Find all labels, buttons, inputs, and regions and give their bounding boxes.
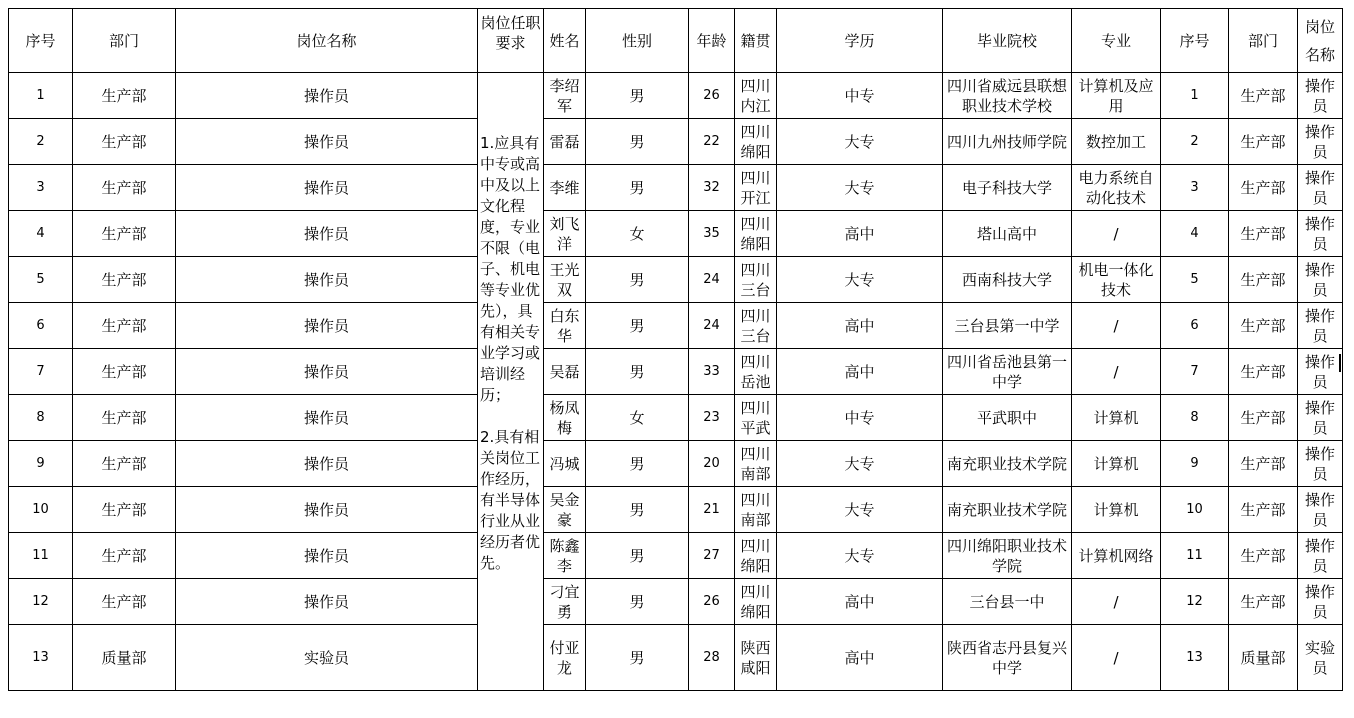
origin-cell: 陕西咸阳 [735,625,777,691]
major-cell: 计算机及应用 [1072,73,1161,119]
age-cell: 35 [689,211,735,257]
education-cell: 大专 [777,165,943,211]
position-cell: 操作员 [176,257,478,303]
table-row [9,395,1343,441]
row-number-cell: 13 [9,625,73,691]
origin-cell: 四川绵阳 [735,211,777,257]
header-cell: 序号 [1161,9,1229,73]
header-cell: 年龄 [689,9,735,73]
row-number-cell-2: 5 [1161,257,1229,303]
row-number-cell: 10 [9,487,73,533]
gender-cell: 男 [586,165,689,211]
table-row [9,533,1343,579]
position-cell-2: 操作员 [1298,487,1343,533]
row-number-cell: 1 [9,73,73,119]
age-cell: 24 [689,257,735,303]
position-cell-2: 操作员 [1298,73,1343,119]
department-cell-2: 生产部 [1229,303,1298,349]
school-cell: 陕西省志丹县复兴中学 [943,625,1072,691]
education-cell: 大专 [777,533,943,579]
major-cell: 电力系统自动化技术 [1072,165,1161,211]
position-cell-2: 操作员 [1298,257,1343,303]
gender-cell: 男 [586,119,689,165]
major-cell: 计算机网络 [1072,533,1161,579]
position-cell: 操作员 [176,395,478,441]
position-cell: 操作员 [176,119,478,165]
position-cell-2: 操作员 [1298,579,1343,625]
major-cell: / [1072,303,1161,349]
position-cell: 操作员 [176,533,478,579]
name-cell: 付亚龙 [544,625,586,691]
header-cell: 性别 [586,9,689,73]
table-row [9,119,1343,165]
department-cell: 生产部 [73,395,176,441]
row-number-cell-2: 4 [1161,211,1229,257]
row-number-cell-2: 10 [1161,487,1229,533]
school-cell: 南充职业技术学院 [943,487,1072,533]
department-cell-2: 生产部 [1229,211,1298,257]
requirement-part-1: 1.应具有中专或高中及以上文化程度，专业不限（电子、机电等专业优先），具有相关专业学习或培训经历； [480,134,541,404]
name-cell: 李维 [544,165,586,211]
school-cell: 电子科技大学 [943,165,1072,211]
department-cell-2: 生产部 [1229,579,1298,625]
position-cell-2: 操作员 [1298,165,1343,211]
header-row [9,9,1343,73]
gender-cell: 男 [586,487,689,533]
position-cell-2: 操作员 [1298,349,1343,395]
age-cell: 26 [689,579,735,625]
table-row [9,487,1343,533]
origin-cell: 四川绵阳 [735,579,777,625]
department-cell: 生产部 [73,487,176,533]
education-cell: 中专 [777,73,943,119]
header-cell: 序号 [9,9,73,73]
origin-cell: 四川开江 [735,165,777,211]
age-cell: 24 [689,303,735,349]
row-number-cell: 5 [9,257,73,303]
department-cell-2: 生产部 [1229,441,1298,487]
name-cell: 白东华 [544,303,586,349]
age-cell: 20 [689,441,735,487]
department-cell: 生产部 [73,165,176,211]
age-cell: 21 [689,487,735,533]
header-cell: 部门 [73,9,176,73]
table-row [9,165,1343,211]
position-cell: 实验员 [176,625,478,691]
department-cell-2: 生产部 [1229,165,1298,211]
department-cell-2: 生产部 [1229,119,1298,165]
header-cell: 岗位名称 [1298,9,1343,73]
position-cell: 操作员 [176,73,478,119]
department-cell-2: 生产部 [1229,487,1298,533]
row-number-cell: 4 [9,211,73,257]
table-row [9,441,1343,487]
header-cell: 学历 [777,9,943,73]
school-cell: 四川绵阳职业技术学院 [943,533,1072,579]
school-cell: 四川省威远县联想职业技术学校 [943,73,1072,119]
position-cell-2: 实验员 [1298,625,1343,691]
row-number-cell-2: 6 [1161,303,1229,349]
row-number-cell-2: 7 [1161,349,1229,395]
row-number-cell-2: 3 [1161,165,1229,211]
department-cell: 生产部 [73,303,176,349]
school-cell: 西南科技大学 [943,257,1072,303]
age-cell: 28 [689,625,735,691]
name-cell: 吴金豪 [544,487,586,533]
department-cell-2: 生产部 [1229,257,1298,303]
row-number-cell: 11 [9,533,73,579]
name-cell: 刁宜勇 [544,579,586,625]
department-cell: 生产部 [73,579,176,625]
department-cell: 生产部 [73,349,176,395]
education-cell: 高中 [777,625,943,691]
major-cell: / [1072,349,1161,395]
department-cell-2: 质量部 [1229,625,1298,691]
row-number-cell-2: 1 [1161,73,1229,119]
row-number-cell: 3 [9,165,73,211]
name-cell: 冯城 [544,441,586,487]
gender-cell: 男 [586,303,689,349]
table-row [9,579,1343,625]
education-cell: 大专 [777,119,943,165]
requirement-cell [478,73,544,691]
gender-cell: 男 [586,441,689,487]
table-row [9,211,1343,257]
department-cell-2: 生产部 [1229,349,1298,395]
position-cell: 操作员 [176,165,478,211]
row-number-cell-2: 9 [1161,441,1229,487]
position-cell-2: 操作员 [1298,119,1343,165]
department-cell-2: 生产部 [1229,533,1298,579]
education-cell: 高中 [777,211,943,257]
origin-cell: 四川三台 [735,257,777,303]
row-number-cell: 2 [9,119,73,165]
position-cell: 操作员 [176,303,478,349]
origin-cell: 四川三台 [735,303,777,349]
school-cell: 四川省岳池县第一中学 [943,349,1072,395]
header-cell: 部门 [1229,9,1298,73]
school-cell: 塔山高中 [943,211,1072,257]
major-cell: / [1072,579,1161,625]
table-row [9,625,1343,691]
education-cell: 中专 [777,395,943,441]
position-cell-2: 操作员 [1298,211,1343,257]
row-number-cell-2: 8 [1161,395,1229,441]
origin-cell: 四川南部 [735,487,777,533]
row-number-cell: 9 [9,441,73,487]
school-cell: 平武职中 [943,395,1072,441]
origin-cell: 四川岳池 [735,349,777,395]
name-cell: 王光双 [544,257,586,303]
major-cell: 数控加工 [1072,119,1161,165]
gender-cell: 男 [586,579,689,625]
position-cell: 操作员 [176,441,478,487]
origin-cell: 四川平武 [735,395,777,441]
major-cell: 计算机 [1072,487,1161,533]
position-cell-2: 操作员 [1298,441,1343,487]
position-cell-2: 操作员 [1298,303,1343,349]
gender-cell: 女 [586,211,689,257]
gender-cell: 女 [586,395,689,441]
row-number-cell: 6 [9,303,73,349]
department-cell-2: 生产部 [1229,73,1298,119]
name-cell: 杨凤梅 [544,395,586,441]
row-number-cell-2: 2 [1161,119,1229,165]
position-cell: 操作员 [176,211,478,257]
header-cell: 岗位名称 [176,9,478,73]
major-cell: 计算机 [1072,441,1161,487]
education-cell: 高中 [777,303,943,349]
table-row [9,303,1343,349]
position-cell: 操作员 [176,579,478,625]
school-cell: 四川九州技师学院 [943,119,1072,165]
gender-cell: 男 [586,349,689,395]
table-row [9,73,1343,119]
header-cell: 姓名 [544,9,586,73]
row-number-cell-2: 13 [1161,625,1229,691]
age-cell: 23 [689,395,735,441]
age-cell: 26 [689,73,735,119]
header-cell: 专业 [1072,9,1161,73]
school-cell: 三台县第一中学 [943,303,1072,349]
age-cell: 27 [689,533,735,579]
department-cell: 生产部 [73,257,176,303]
major-cell: 机电一体化技术 [1072,257,1161,303]
name-cell: 陈鑫李 [544,533,586,579]
major-cell: / [1072,625,1161,691]
position-cell: 操作员 [176,487,478,533]
gender-cell: 男 [586,73,689,119]
position-cell-2: 操作员 [1298,533,1343,579]
origin-cell: 四川绵阳 [735,119,777,165]
school-cell: 南充职业技术学院 [943,441,1072,487]
name-cell: 刘飞洋 [544,211,586,257]
age-cell: 32 [689,165,735,211]
name-cell: 吴磊 [544,349,586,395]
department-cell: 生产部 [73,533,176,579]
department-cell: 生产部 [73,211,176,257]
table-row [9,257,1343,303]
school-cell: 三台县一中 [943,579,1072,625]
major-cell: 计算机 [1072,395,1161,441]
staff-table [8,8,1343,691]
position-cell: 操作员 [176,349,478,395]
age-cell: 33 [689,349,735,395]
education-cell: 高中 [777,579,943,625]
position-cell-2: 操作员 [1298,395,1343,441]
row-number-cell: 12 [9,579,73,625]
education-cell: 大专 [777,441,943,487]
text-cursor [1339,354,1341,372]
origin-cell: 四川绵阳 [735,533,777,579]
major-cell: / [1072,211,1161,257]
education-cell: 高中 [777,349,943,395]
name-cell: 李绍军 [544,73,586,119]
gender-cell: 男 [586,533,689,579]
age-cell: 22 [689,119,735,165]
row-number-cell: 7 [9,349,73,395]
row-number-cell-2: 12 [1161,579,1229,625]
department-cell: 质量部 [73,625,176,691]
table-row [9,349,1343,395]
gender-cell: 男 [586,625,689,691]
origin-cell: 四川内江 [735,73,777,119]
department-cell: 生产部 [73,441,176,487]
department-cell: 生产部 [73,73,176,119]
origin-cell: 四川南部 [735,441,777,487]
department-cell: 生产部 [73,119,176,165]
header-cell: 岗位任职要求 [478,9,544,73]
header-cell: 毕业院校 [943,9,1072,73]
row-number-cell-2: 11 [1161,533,1229,579]
education-cell: 大专 [777,257,943,303]
department-cell-2: 生产部 [1229,395,1298,441]
education-cell: 大专 [777,487,943,533]
gender-cell: 男 [586,257,689,303]
header-cell: 籍贯 [735,9,777,73]
requirement-part-2: 2.具有相关岗位工作经历，有半导体行业从业经历者优先。 [480,428,541,572]
name-cell: 雷磊 [544,119,586,165]
row-number-cell: 8 [9,395,73,441]
